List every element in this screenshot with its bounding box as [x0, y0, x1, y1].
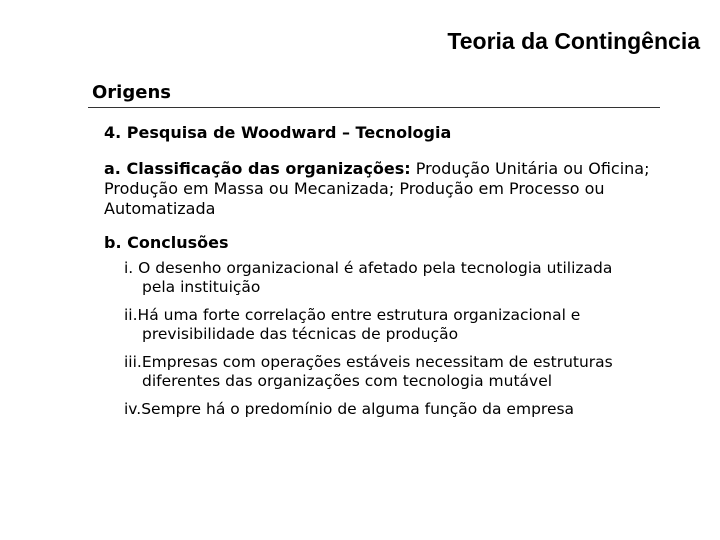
slide-title: Teoria da Contingência: [447, 28, 700, 54]
list-item-text: Há uma forte correlação entre estrutura organizacional e previsibilidade das técnicas de produção: [137, 306, 581, 343]
conclusions-label: b. Conclusões: [104, 233, 229, 252]
list-item-text: Empresas com operações estáveis necessitam de estruturas diferentes das organizações com tecnologia mutável: [141, 353, 613, 390]
section-subtitle: Origens: [92, 82, 171, 103]
list-item-text: O desenho organizacional é afetado pela tecnologia utilizada pela instituição: [133, 259, 613, 296]
conclusions-list: [104, 259, 644, 419]
classification-text: Produção Unitária ou Oficina; Produção em Massa ou Mecanizada; Produção em Processo ou Automatizada: [104, 159, 650, 218]
topic-heading: 4. Pesquisa de Woodward – Tecnologia: [104, 123, 452, 142]
list-item-marker: iii.: [124, 353, 142, 371]
list-item: [124, 400, 644, 419]
list-item-marker: iv.: [124, 400, 142, 418]
list-item-text: Sempre há o predomínio de alguma função da empresa: [141, 400, 575, 418]
list-item-marker: i.: [124, 259, 134, 277]
list-item: [124, 306, 644, 344]
classification-paragraph: [104, 159, 664, 219]
list-item: [124, 259, 644, 297]
slide-body: [104, 123, 664, 428]
classification-label: a. Classificação das organizações:: [104, 159, 411, 178]
list-item-marker: ii.: [124, 306, 138, 324]
divider-line: [88, 107, 660, 108]
list-item: [124, 353, 644, 391]
